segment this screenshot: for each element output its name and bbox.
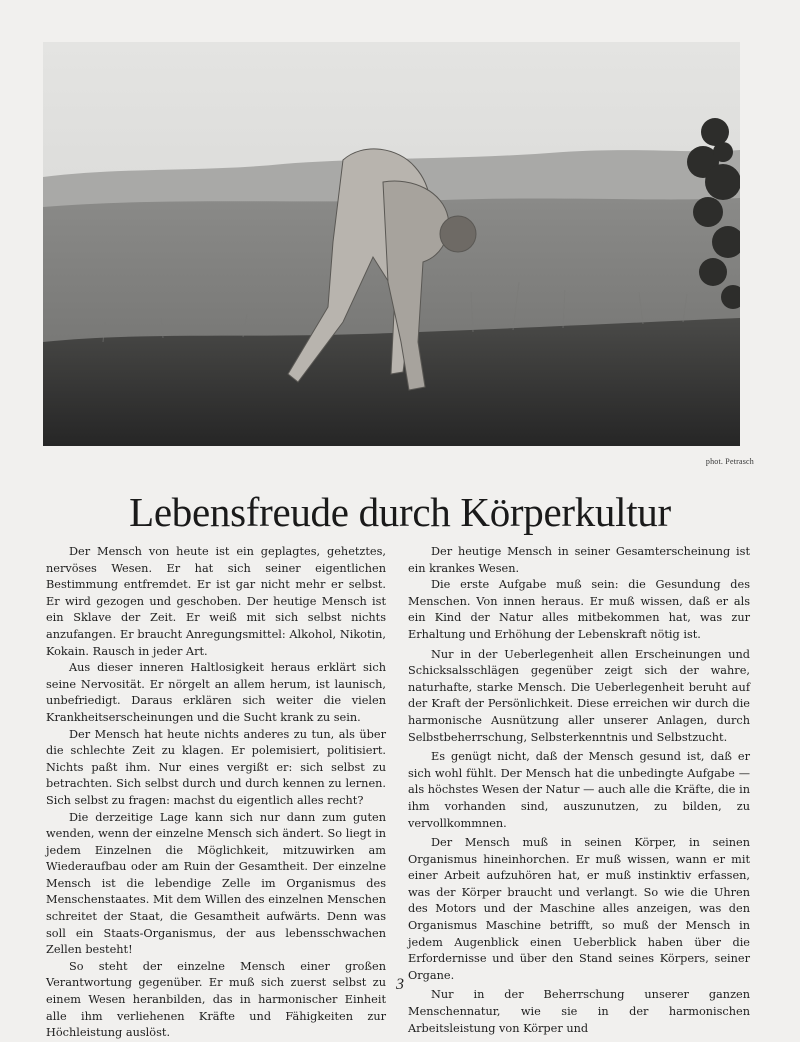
article-photo bbox=[43, 42, 740, 446]
page-number: 3 bbox=[396, 976, 404, 993]
paragraph: Es genügt nicht, daß der Mensch gesund ist, daß er sich wohl fühlt. Der Mensch hat die unbedingte Aufgabe — als höchstes Wesen der Natur — auch alle die Kräfte, die in ihm vorhanden sind, auszunutzen, zu bilden, zu vervollkommnen. bbox=[408, 750, 750, 830]
paragraph: Nur in der Ueberlegenheit allen Erscheinungen und Schicksalsschlägen gegenüber zeigt sich der wahre, naturhafte, starke Mensch. Die Ueberlegenheit beruht auf der Kraft der Persönlichkeit. Diese erreichen wir durch die harmonische Ausnützung aller unserer Anlagen, durch Selbstbeherrschung, Selbsterkenntnis und Selbstzucht. bbox=[408, 647, 750, 744]
paragraph: Nur in der Beherrschung unserer ganzen Menschennatur, wie sie in der harmonischen Arbeitsleistung von Körper und bbox=[408, 988, 750, 1035]
paragraph: So steht der einzelne Mensch einer großen Verantwortung gegenüber. Er muß sich zuerst selbst zu einem Wesen heranbilden, das in harmonischer Einheit alle ihm verliehenen Kräfte und Fähigkeiten zur Höchleistung auslöst. bbox=[46, 959, 386, 1040]
photo-illustration bbox=[43, 42, 740, 446]
paragraph: Der Mensch muß in seinen Körper, in seinen Organismus hineinhorchen. Er muß wissen, wann er mit einer Arbeit aufzuhören hat, er muß instinktiv erfassen, was der Körper braucht und verlangt. So wie die Uhren des Motors und der Maschine alles anzeigen, was den Organismus Maschine betrifft, so muß der Mensch in jedem Augenblick einen Ueberblick haben über die Erfordernisse und über den Stand seines Körpers, seiner Organe. bbox=[408, 836, 750, 982]
article-title: Lebensfreude durch Körperkultur bbox=[129, 489, 671, 535]
paragraph: Der Mensch von heute ist ein geplagtes, gehetztes, nervöses Wesen. Er hat sich seiner eigentlichen Bestimmung entfremdet. Er ist gar nicht mehr er selbst. Er wird gezogen und geschoben. Der heutige Mensch ist ein Sklave der Zeit. Er weiß mit sich selbst nichts anzufangen. Er braucht Anregungsmittel: Alkohol, Nikotin, Kokain. Rausch in jeder Art. bbox=[46, 545, 386, 658]
right-column bbox=[408, 544, 750, 1037]
paragraph: Aus dieser inneren Haltlosigkeit heraus erklärt sich seine Nervosität. Er nörgelt an allem herum, ist launisch, unbefriedigt. Daraus erklären sich weiter die vielen Krankheitserscheinungen und die Sucht krank zu sein. bbox=[46, 661, 386, 724]
paragraph: Der Mensch hat heute nichts anderes zu tun, als über die schlechte Zeit zu klagen. Er polemisiert, politisiert. Nichts paßt ihm. Nur eines vergißt er: sich selbst zu betrachten. Sich selbst durch und durch kennen zu lernen. Sich selbst zu fragen: machst du eigentlich alles recht? bbox=[46, 727, 386, 807]
paragraph: Die derzeitige Lage kann sich nur dann zum guten wenden, wenn der einzelne Mensch sich ändert. So liegt in jedem Einzelnen die Möglichkeit, mitzuwirken am Wiederaufbau oder am Ruin der Gesamtheit. Der einzelne Mensch ist die lebendige Zelle im Organismus des Menschenstaates. Mit dem Willen des einzelnen Menschen schreitet der Staat, die Gesamtheit aufwärts. Denn was soll ein Staats-Organismus, der aus lebensschwachen Zellen besteht! bbox=[46, 810, 386, 957]
grass-ground bbox=[43, 318, 740, 446]
paragraph: Der heutige Mensch in seiner Gesamterscheinung ist ein krankes Wesen. bbox=[408, 545, 750, 575]
photo-credit: phot. Petrasch bbox=[705, 457, 754, 466]
left-column bbox=[46, 544, 386, 1042]
paragraph: Die erste Aufgabe muß sein: die Gesundung des Menschen. Von innen heraus. Er muß wissen, daß er als ein Kind der Natur alles mitbekommen hat, was zur Erhaltung und Erhöhung der Lebenskraft nötig ist. bbox=[408, 578, 750, 641]
